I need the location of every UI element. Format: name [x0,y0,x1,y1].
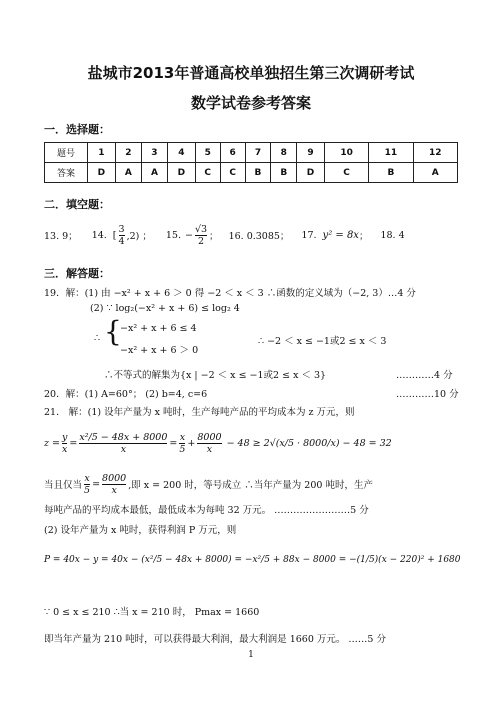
fraction-numerator: 3 [118,223,125,235]
fraction-denominator: x [197,443,221,455]
table-cell: C [220,163,245,183]
table-cell: A [413,163,457,183]
eq1-plus: + [187,437,196,449]
document-subtitle: 数学试卷参考答案 [190,94,311,112]
table-cell: 10 [324,143,368,163]
table-label-number: 题号 [45,143,88,163]
document-title: 盐城市2013年普通高校单独招生第三次调研考试 [87,64,415,82]
table-cell: A [115,163,141,183]
line2-prefix: 当且仅当 [44,480,83,491]
table-row-answers [45,163,458,183]
fraction-numerator: 8000 [197,431,222,443]
answer-15-sign: − [184,229,193,241]
q19-system-eq1: −x² + x + 6 ≤ 4 [120,323,197,334]
table-cell: 9 [297,143,325,163]
section-solve-heading: 三．解答题： [44,267,110,280]
q19-therefore: ∴ [94,333,101,344]
left-brace-icon: { [104,315,122,348]
answer-table [44,142,458,183]
table-cell: 1 [88,143,116,163]
answer-15-fraction [195,224,207,247]
table-cell: 5 [195,143,220,163]
eq1-fraction4 [197,432,221,455]
fraction-numerator: x²/5 − 48x + 8000 [79,431,168,443]
eq1-lhs: z = [44,437,60,449]
line2-fraction1 [84,473,90,496]
eq1-fraction1 [62,432,67,455]
table-cell: D [88,163,116,183]
q21-equation1 [44,425,392,461]
q20-line: 20．解：(1) A=60°； (2) b=4, c=6 [44,389,208,400]
q21-line1: 21． 解：(1) 设年产量为 x 吨时，生产每吨产品的平均成本为 z 万元，则 [44,407,355,418]
page-number: 1 [248,650,254,660]
table-cell: D [297,163,325,183]
line2-suffix: ,即 x = 200 时，等号成立 ∴当年产量为 200 吨时，生产 [128,480,373,491]
answer-17-end: ； [358,231,369,242]
answer-17-label: 17. [301,229,317,241]
answer-15-end: ； [209,231,219,242]
table-cell: 2 [115,143,141,163]
answer-18: 18. 4 [380,229,405,241]
q19-line2: (2) ∵ log₂(−x² + x + 6) ≤ log₂ 4 [90,303,240,314]
table-row-numbers [45,143,458,163]
table-cell: 8 [271,143,297,163]
q19-score: …………4 分 [396,370,453,381]
line2-equals: = [92,478,101,490]
table-cell: C [195,163,220,183]
table-cell: B [271,163,297,183]
fraction-denominator: 4 [118,235,125,247]
answer-15-label: 15. [165,229,181,241]
answer-14-fraction [119,224,125,247]
q21-line4: (2) 设年产量为 x 吨时，获得利润 P 万元，则 [44,525,237,536]
fraction-denominator: x [102,484,126,496]
answer-14-bracket: [ [112,229,117,241]
answer-16: 16. 0.3085； [228,231,290,242]
fraction-numerator: y [62,431,68,443]
table-cell: 11 [369,143,413,163]
section-fill-heading: 二．填空题： [44,198,110,211]
table-cell: 7 [245,143,271,163]
table-cell: D [167,163,195,183]
fraction-numerator: x [179,431,186,443]
eq1-fraction2 [79,432,167,455]
q19-system-eq2: −x² + x + 6 ＞ 0 [120,345,199,356]
q19-system-result: ∴ −2 ＜ x ≤ −1或2 ≤ x ＜ 3 [258,336,387,347]
fraction-denominator: x [62,443,68,455]
section-choice-heading: 一．选择题： [44,123,110,136]
eq1-equals2: = [169,437,178,449]
line2-fraction2 [102,473,126,496]
q21-line2 [44,471,373,497]
answer-17-expression: y² = 8x [322,229,359,241]
fraction-numerator: x [84,472,90,484]
eq1-rest: − 48 ≥ 2√(x/5 · 8000/x) − 48 = 32 [226,437,392,449]
table-cell: A [141,163,167,183]
fraction-numerator: √3 [194,223,208,235]
eq1-fraction3 [179,432,185,455]
fraction-numerator: 8000 [102,472,127,484]
table-cell: 6 [220,143,245,163]
eq1-equals: = [69,437,78,449]
table-cell: 12 [413,143,457,163]
q20-score: …………10 分 [396,389,459,400]
fraction-denominator: 2 [195,235,207,247]
answer-13: 13. 9； [44,231,78,242]
table-cell: 3 [141,143,167,163]
fraction-denominator: 5 [179,443,186,455]
table-cell: 4 [167,143,195,163]
table-label-answer: 答案 [45,163,88,183]
q21-line6: 即当年产量为 210 吨时，可以获得最大利润，最大利润是 1660 万元。 ……5 分 [44,634,386,645]
table-cell: C [324,163,368,183]
fraction-denominator: 5 [84,484,91,496]
q21-equation2: P = 40x − y = 40x − (x²/5 − 48x + 8000) = −x²/5 + 88x − 8000 = −(1/5)(x − 220)² + 1680 [44,555,461,565]
table-cell: B [245,163,271,183]
fraction-denominator: x [79,443,167,455]
fill-answers-line [44,222,405,248]
q19-line3: ∴不等式的解集为{x | −2 ＜ x ≤ −1或2 ≤ x ＜ 3} [104,370,327,381]
answer-14-label: 14. [91,229,107,241]
q19-line1: 19．解：(1) 由 −x² + x + 6 ＞ 0 得 −2 ＜ x ＜ 3 ∴函数的定义域为（−2, 3）…4 分 [44,288,416,299]
q21-line3: 每吨产品的平均成本最低，最低成本为每吨 32 万元。 ……………………5 分 [44,505,369,516]
answer-14-rest: ,2) ； [126,231,152,242]
table-cell: B [369,163,413,183]
q21-line5: ∵ 0 ≤ x ≤ 210 ∴当 x = 210 时， Pmax = 1660 [44,607,260,618]
